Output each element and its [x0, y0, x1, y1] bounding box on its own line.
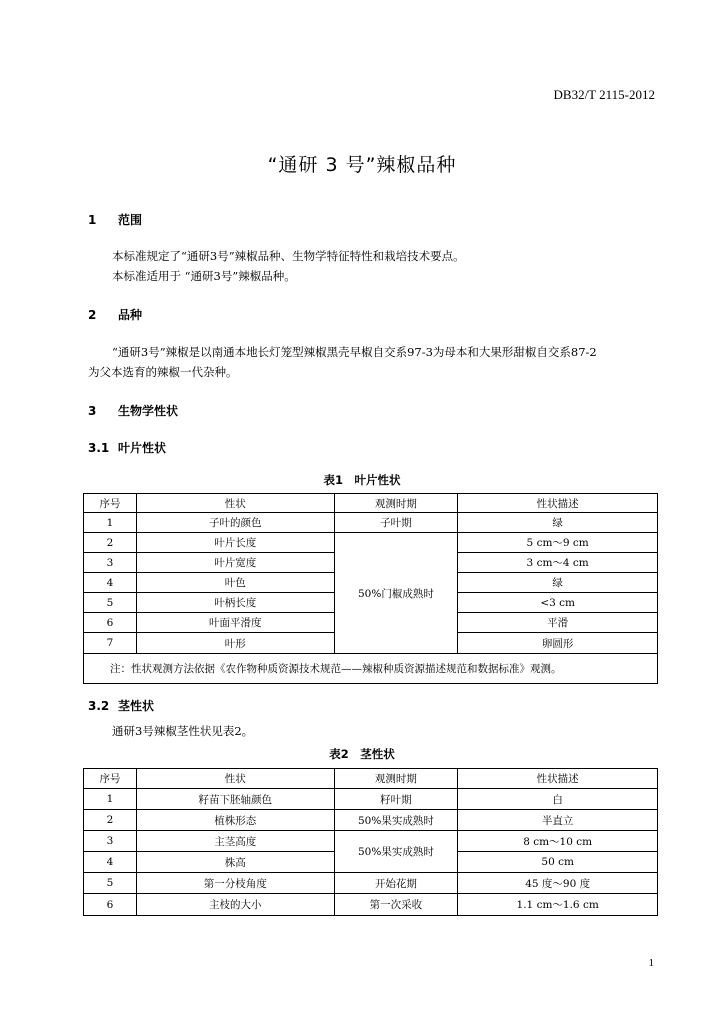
header-cell: 性状描述: [458, 769, 658, 789]
cell-index: 1: [84, 789, 137, 810]
table-row: [84, 789, 658, 810]
header-cell: 性状描述: [458, 494, 658, 513]
section-3-1-heading: [88, 439, 166, 456]
section-title: 品种: [118, 308, 143, 322]
header-cell: 序号: [84, 494, 137, 513]
table-row: [84, 873, 658, 894]
cell-description: 50 cm: [458, 852, 658, 873]
table-1: [83, 493, 658, 684]
header-cell: 观测时期: [334, 769, 458, 789]
cell-trait: 主枝的大小: [136, 894, 334, 916]
table-note: 注：性状观测方法依据《农作物种质资源技术规范——辣椒种质资源描述规范和数据标准》观测。: [84, 654, 658, 684]
cell-period: 子叶期: [334, 513, 458, 533]
cell-description: 卵圆形: [458, 633, 658, 654]
section-title: 范围: [118, 213, 143, 227]
table-2: [83, 768, 658, 916]
section-1-paragraph-1: 本标准规定了“通研3号”辣椒品种、生物学特征特性和栽培技术要点。: [112, 249, 465, 263]
section-title: 生物学性状: [118, 404, 179, 418]
cell-trait: 第一分枝角度: [136, 873, 334, 894]
cell-description: 绿: [458, 513, 658, 533]
table-row: [84, 533, 658, 553]
table-row: [84, 810, 658, 831]
cell-index: 4: [84, 573, 137, 593]
cell-description: 45 度～90 度: [458, 873, 658, 894]
cell-description: 平滑: [458, 613, 658, 633]
section-number: 3.1: [88, 441, 110, 455]
cell-index: 6: [84, 894, 137, 916]
cell-period: 50%果实成熟时: [334, 810, 458, 831]
cell-index: 6: [84, 613, 137, 633]
cell-index: 3: [84, 831, 137, 852]
cell-description: 半直立: [458, 810, 658, 831]
cell-trait: 叶片长度: [136, 533, 334, 553]
cell-period-merged: 50%果实成熟时: [334, 831, 458, 873]
section-2-paragraph-line-1: “通研3号”辣椒是以南通本地长灯笼型辣椒黑壳早椒自交系97-3为母本和大果形甜椒自交系87-2: [112, 345, 597, 359]
cell-period: 籽叶期: [334, 789, 458, 810]
cell-period: 开始花期: [334, 873, 458, 894]
section-3-heading: [88, 402, 178, 419]
cell-index: 4: [84, 852, 137, 873]
cell-description: 3 cm～4 cm: [458, 553, 658, 573]
cell-trait: 叶柄长度: [136, 593, 334, 613]
section-1-paragraph-2: 本标准适用于 “通研3号”辣椒品种。: [112, 269, 296, 283]
cell-description: <3 cm: [458, 593, 658, 613]
header-cell: 性状: [136, 769, 334, 789]
cell-trait: 叶面平滑度: [136, 613, 334, 633]
cell-index: 5: [84, 593, 137, 613]
cell-description: 1.1 cm～1.6 cm: [458, 894, 658, 916]
cell-trait: 叶形: [136, 633, 334, 654]
section-title: 叶片性状: [118, 441, 167, 455]
cell-trait: 主茎高度: [136, 831, 334, 852]
cell-trait: 叶色: [136, 573, 334, 593]
cell-index: 2: [84, 810, 137, 831]
cell-trait: 子叶的颜色: [136, 513, 334, 533]
cell-description: 8 cm～10 cm: [458, 831, 658, 852]
document-code: DB32/T 2115-2012: [553, 87, 655, 102]
cell-index: 3: [84, 553, 137, 573]
section-3-2-paragraph: 通研3号辣椒茎性状见表2。: [112, 724, 254, 738]
section-3-2-heading: [88, 697, 154, 714]
cell-trait: 籽苗下胚轴颜色: [136, 789, 334, 810]
cell-index: 1: [84, 513, 137, 533]
section-2-heading: [88, 306, 142, 323]
table-header-row: [84, 494, 658, 513]
cell-period: 第一次采收: [334, 894, 458, 916]
section-title: 茎性状: [118, 699, 155, 713]
page-number: 1: [648, 957, 654, 969]
cell-trait: 叶片宽度: [136, 553, 334, 573]
table-row: [84, 831, 658, 852]
cell-index: 5: [84, 873, 137, 894]
header-cell: 序号: [84, 769, 137, 789]
cell-description: 白: [458, 789, 658, 810]
cell-description: 5 cm～9 cm: [458, 533, 658, 553]
section-number: 2: [88, 308, 97, 322]
table-2-caption: 表2 茎性状: [329, 747, 395, 761]
document-title: “通研 3 号”辣椒品种: [267, 154, 457, 176]
cell-trait: 植株形态: [136, 810, 334, 831]
section-number: 1: [88, 213, 97, 227]
table-header-row: [84, 769, 658, 789]
section-number: 3.2: [88, 699, 110, 713]
cell-description: 绿: [458, 573, 658, 593]
table-note-row: [84, 654, 658, 684]
table-row: [84, 513, 658, 533]
cell-index: 7: [84, 633, 137, 654]
section-number: 3: [88, 404, 97, 418]
section-1-heading: [88, 211, 142, 228]
section-2-paragraph-line-2: 为父本选育的辣椒一代杂种。: [88, 365, 238, 379]
header-cell: 观测时期: [334, 494, 458, 513]
cell-period-merged: 50%门椒成熟时: [334, 533, 458, 654]
cell-index: 2: [84, 533, 137, 553]
table-row: [84, 894, 658, 916]
header-cell: 性状: [136, 494, 334, 513]
table-1-caption: 表1 叶片性状: [323, 473, 401, 487]
cell-trait: 株高: [136, 852, 334, 873]
